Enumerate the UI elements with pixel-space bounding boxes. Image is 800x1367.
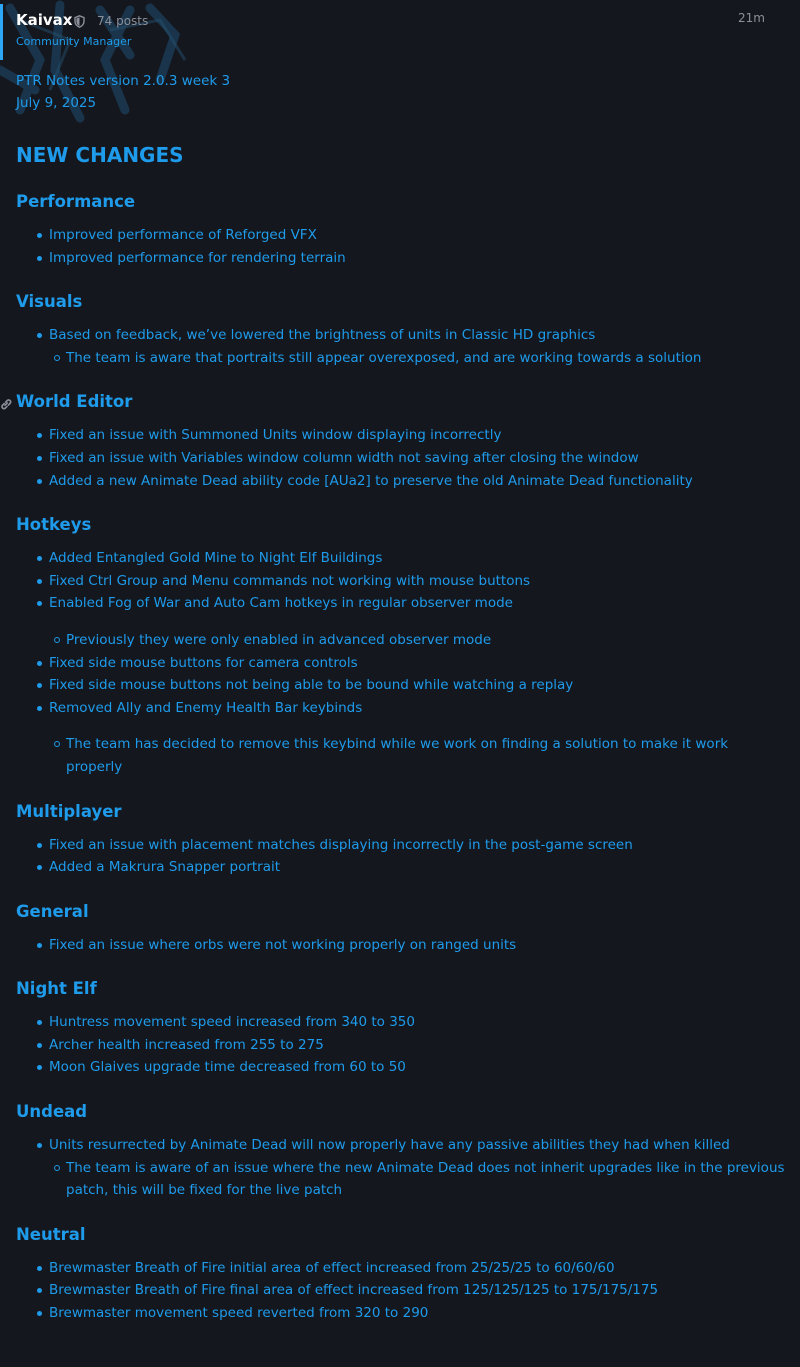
section-title: Performance [16,192,136,211]
section-title: Undead [16,1102,88,1122]
list-item: Brewmaster Breath of Fire initial area of effect increased from 25/25/25 to 60/60/60 [16,1257,786,1280]
section-visuals [16,291,786,369]
list-item: Moon Glaives upgrade time decreased from 60 to 50 [16,1056,786,1079]
list-item: Fixed Ctrl Group and Menu commands not working with mouse buttons [16,570,786,593]
list-item: Added Entangled Gold Mine to Night Elf Buildings [16,547,786,570]
section-multiplayer [16,801,786,879]
list-subitem: The team is aware that portraits still appear overexposed, and are working towards a solution [16,347,786,370]
list-item: Brewmaster Breath of Fire final area of effect increased from 125/125/125 to 175/175/175 [16,1279,786,1302]
list-item: Added a new Animate Dead ability code [AUa2] to preserve the old Animate Dead functionality [16,470,786,493]
list-item: Fixed an issue with Summoned Units window displaying incorrectly [16,424,786,447]
author-title: Community Manager [16,35,132,48]
post-header [16,11,776,51]
item-list [16,424,786,492]
section-title: Multiplayer [16,801,122,821]
list-item: Units resurrected by Animate Dead will now properly have any passive abilities they had when killed [16,1134,786,1157]
shield-icon [74,13,85,26]
section-world-editor [16,391,786,492]
list-subitem: Previously they were only enabled in advanced observer mode [16,629,786,652]
list-item: Fixed side mouse buttons not being able to be bound while watching a replay [16,674,786,697]
list-item: Added a Makrura Snapper portrait [16,856,786,879]
item-list [16,834,786,879]
item-list [16,224,786,269]
item-list [16,1134,786,1202]
list-item: Fixed an issue with Variables window column width not saving after closing the window [16,447,786,470]
section-hotkeys [16,514,786,778]
main-heading: NEW CHANGES [16,143,184,167]
item-list [16,934,786,957]
list-item: Brewmaster movement speed reverted from 320 to 290 [16,1302,786,1325]
list-subitem: The team is aware of an issue where the new Animate Dead does not inherit upgrades like in the previous patch, this will be fixed for the live patch [16,1157,786,1202]
post-count: 74 posts [97,14,149,28]
list-item: Fixed an issue where orbs were not working properly on ranged units [16,934,786,957]
item-list [16,1011,786,1079]
list-subitem: The team has decided to remove this keybind while we work on finding a solution to make it work properly [16,733,786,778]
list-item: Improved performance of Reforged VFX [16,224,786,247]
section-title: General [16,901,89,921]
post-timestamp[interactable]: 21m [738,11,765,25]
patch-version: PTR Notes version 2.0.3 week 3 [16,73,231,89]
post-body [16,70,786,1325]
link-icon[interactable] [0,395,13,409]
item-list [16,324,786,369]
item-list [16,547,786,778]
list-item: Huntress movement speed increased from 340 to 350 [16,1011,786,1034]
section-title: Neutral [16,1224,86,1244]
section-performance [16,191,786,269]
section-night-elf [16,978,786,1079]
section-title: Night Elf [16,979,97,999]
patch-date: July 9, 2025 [16,95,97,111]
list-item: Removed Ally and Enemy Health Bar keybinds [16,697,786,720]
author-highlight-bar [0,4,3,60]
list-item: Archer health increased from 255 to 275 [16,1034,786,1057]
section-title [16,391,786,413]
section-neutral [16,1224,786,1325]
author-name[interactable]: Kaivax [16,11,73,29]
list-item: Fixed side mouse buttons for camera controls [16,652,786,675]
list-item: Fixed an issue with placement matches displaying incorrectly in the post-game screen [16,834,786,857]
section-general [16,901,786,957]
section-undead [16,1101,786,1202]
list-item: Enabled Fog of War and Auto Cam hotkeys in regular observer mode [16,592,786,615]
section-title-text: World Editor [16,392,133,412]
list-item: Improved performance for rendering terrain [16,247,786,270]
list-item: Based on feedback, we’ve lowered the brightness of units in Classic HD graphics [16,324,786,347]
section-title: Visuals [16,292,83,312]
section-title: Hotkeys [16,515,92,535]
item-list [16,1257,786,1325]
